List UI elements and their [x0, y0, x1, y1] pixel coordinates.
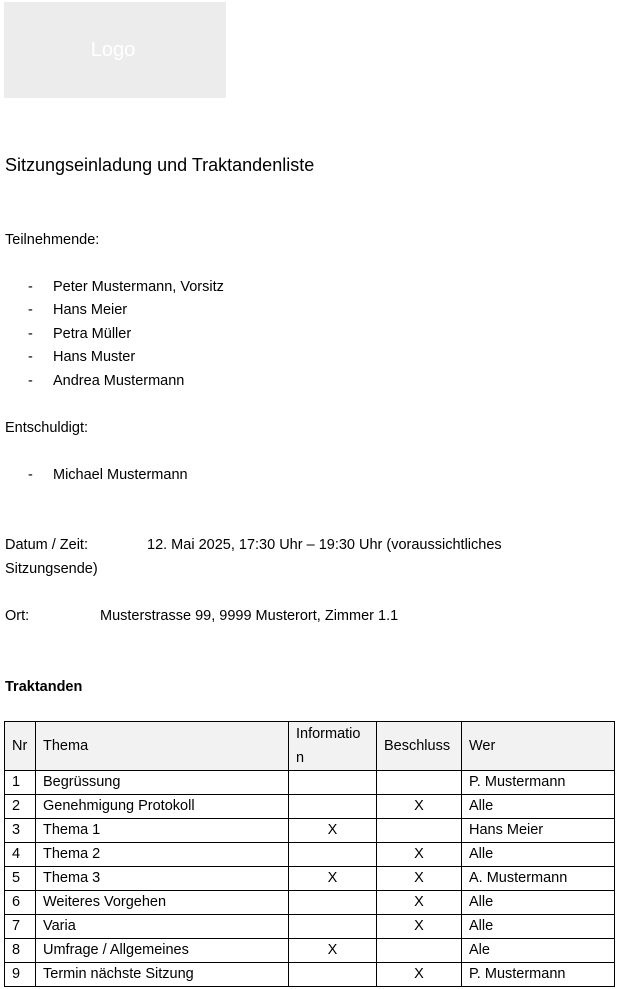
cell-thema: Genehmigung Protokoll [36, 795, 289, 819]
cell-thema: Thema 1 [36, 819, 289, 843]
participant-name: Hans Meier [53, 302, 128, 318]
cell-thema: Begrüssung [36, 771, 289, 795]
cell-nr: 7 [5, 915, 36, 939]
cell-wer: Hans Meier [462, 819, 615, 843]
cell-nr: 4 [5, 843, 36, 867]
cell-information [289, 891, 377, 915]
table-row [5, 795, 615, 819]
header-wer: Wer [462, 722, 615, 771]
cell-beschluss: X [377, 963, 462, 987]
cell-thema: Termin nächste Sitzung [36, 963, 289, 987]
cell-wer: Alle [462, 915, 615, 939]
table-row [5, 771, 615, 795]
cell-thema: Umfrage / Allgemeines [36, 939, 289, 963]
location-label: Ort: [5, 608, 30, 624]
cell-wer: Ale [462, 939, 615, 963]
cell-information: X [289, 939, 377, 963]
cell-thema: Thema 3 [36, 867, 289, 891]
cell-wer: A. Mustermann [462, 867, 615, 891]
participants-heading: Teilnehmende: [5, 232, 100, 248]
table-row [5, 963, 615, 987]
participant-name: Petra Müller [53, 326, 132, 342]
cell-nr: 6 [5, 891, 36, 915]
cell-wer: Alle [462, 843, 615, 867]
date-value-continuation: Sitzungsende) [5, 561, 98, 577]
cell-wer: P. Mustermann [462, 963, 615, 987]
cell-wer: Alle [462, 795, 615, 819]
cell-wer: P. Mustermann [462, 771, 615, 795]
cell-beschluss: X [377, 867, 462, 891]
cell-beschluss: X [377, 891, 462, 915]
cell-nr: 8 [5, 939, 36, 963]
header-information: Informatio n [289, 722, 377, 771]
cell-beschluss: X [377, 843, 462, 867]
bullet-dash: - [28, 349, 33, 365]
cell-nr: 5 [5, 867, 36, 891]
agenda-heading: Traktanden [5, 679, 83, 695]
cell-beschluss [377, 771, 462, 795]
date-value: 12. Mai 2025, 17:30 Uhr – 19:30 Uhr (voraussichtliches [147, 537, 502, 553]
table-row [5, 939, 615, 963]
participant-name: Peter Mustermann, Vorsitz [53, 279, 224, 295]
table-row [5, 867, 615, 891]
date-label: Datum / Zeit: [5, 537, 88, 553]
page-title: Sitzungseinladung und Traktandenliste [5, 155, 315, 175]
bullet-dash: - [28, 279, 33, 295]
participant-name: Andrea Mustermann [53, 373, 185, 389]
cell-information [289, 771, 377, 795]
cell-nr: 1 [5, 771, 36, 795]
participant-name: Hans Muster [53, 349, 136, 365]
cell-information: X [289, 819, 377, 843]
table-row [5, 891, 615, 915]
logo-label: Logo [90, 38, 136, 61]
excused-name: Michael Mustermann [53, 467, 188, 483]
cell-nr: 3 [5, 819, 36, 843]
table-row [5, 843, 615, 867]
bullet-dash: - [28, 326, 33, 342]
logo-placeholder [4, 2, 226, 98]
cell-thema: Thema 2 [36, 843, 289, 867]
cell-nr: 2 [5, 795, 36, 819]
cell-information [289, 843, 377, 867]
bullet-dash: - [28, 373, 33, 389]
cell-thema: Varia [36, 915, 289, 939]
cell-beschluss: X [377, 915, 462, 939]
table-row [5, 915, 615, 939]
bullet-dash: - [28, 467, 33, 483]
location-value: Musterstrasse 99, 9999 Musterort, Zimmer 1.1 [100, 608, 399, 624]
cell-information [289, 795, 377, 819]
excused-heading: Entschuldigt: [5, 420, 89, 436]
header-beschluss: Beschluss [377, 722, 462, 771]
header-thema: Thema [36, 722, 289, 771]
agenda-table [4, 721, 615, 987]
cell-nr: 9 [5, 963, 36, 987]
cell-information [289, 963, 377, 987]
table-header-row [5, 722, 615, 771]
bullet-dash: - [28, 302, 33, 318]
cell-wer: Alle [462, 891, 615, 915]
cell-beschluss [377, 939, 462, 963]
cell-beschluss [377, 819, 462, 843]
cell-information [289, 915, 377, 939]
header-nr: Nr [5, 722, 36, 771]
table-row [5, 819, 615, 843]
cell-information: X [289, 867, 377, 891]
cell-beschluss: X [377, 795, 462, 819]
cell-thema: Weiteres Vorgehen [36, 891, 289, 915]
